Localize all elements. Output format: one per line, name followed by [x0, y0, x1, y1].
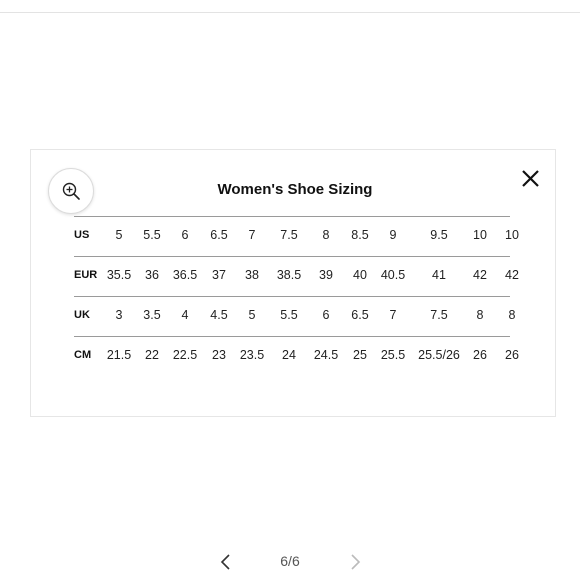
size-row-eur — [74, 256, 519, 296]
size-cell: 7 — [248, 228, 256, 242]
size-cell: 10 — [473, 228, 487, 242]
size-cell: 7.5 — [430, 308, 448, 322]
row-divider — [74, 336, 510, 337]
row-divider — [74, 296, 510, 297]
size-row-label: US — [74, 229, 90, 241]
size-cell: 9.5 — [430, 228, 448, 242]
size-cell: 5 — [248, 308, 256, 322]
chevron-left-icon — [217, 552, 235, 572]
page-counter: 6/6 — [280, 553, 300, 569]
size-cell: 10 — [505, 228, 519, 242]
previous-image-button[interactable] — [217, 552, 235, 572]
size-cell: 36.5 — [172, 268, 198, 282]
top-divider — [0, 12, 580, 13]
row-divider — [74, 256, 510, 257]
size-cell: 25.5/26 — [418, 348, 460, 362]
size-cell: 7.5 — [280, 228, 298, 242]
size-cell: 8.5 — [351, 228, 369, 242]
size-chart-table — [74, 216, 519, 376]
size-cell: 4.5 — [210, 308, 228, 322]
size-row-label: CM — [74, 349, 92, 361]
size-cell: 4 — [181, 308, 189, 322]
size-row-cm — [74, 336, 519, 376]
size-cell: 42 — [473, 268, 487, 282]
zoom-in-icon — [61, 181, 81, 201]
size-cell: 7 — [389, 308, 397, 322]
size-cell: 41 — [432, 268, 446, 282]
size-cell: 6.5 — [210, 228, 228, 242]
size-cell: 24 — [282, 348, 296, 362]
size-cell: 40.5 — [380, 268, 406, 282]
size-row-label: UK — [74, 309, 90, 321]
size-cell: 26 — [473, 348, 487, 362]
close-button[interactable] — [516, 164, 546, 194]
size-cell: 8 — [476, 308, 484, 322]
size-row-label: EUR — [74, 269, 98, 281]
size-cell: 25.5 — [380, 348, 406, 362]
size-cell: 6.5 — [351, 308, 369, 322]
size-cell: 5.5 — [280, 308, 298, 322]
size-cell: 42 — [505, 268, 519, 282]
size-cell: 21.5 — [106, 348, 132, 362]
size-cell: 22 — [145, 348, 159, 362]
size-cell: 23.5 — [239, 348, 265, 362]
size-cell: 8 — [322, 228, 330, 242]
size-row-uk — [74, 296, 516, 336]
size-cell: 6 — [181, 228, 189, 242]
size-cell: 6 — [322, 308, 330, 322]
zoom-button[interactable] — [48, 168, 94, 214]
size-cell: 37 — [212, 268, 226, 282]
size-cell: 8 — [508, 308, 516, 322]
size-cell: 36 — [145, 268, 159, 282]
size-cell: 26 — [505, 348, 519, 362]
size-cell: 24.5 — [313, 348, 339, 362]
size-cell: 38.5 — [276, 268, 302, 282]
next-image-button[interactable] — [346, 552, 364, 572]
size-cell: 3.5 — [143, 308, 161, 322]
size-cell: 3 — [115, 308, 123, 322]
size-cell: 22.5 — [172, 348, 198, 362]
size-cell: 25 — [353, 348, 367, 362]
close-icon — [516, 164, 546, 194]
size-row-us — [74, 216, 519, 256]
size-cell: 5.5 — [143, 228, 161, 242]
size-cell: 39 — [319, 268, 333, 282]
size-cell: 23 — [212, 348, 226, 362]
size-chart-title: Women's Shoe Sizing — [217, 181, 373, 198]
chevron-right-icon — [346, 552, 364, 572]
image-pager — [0, 548, 580, 574]
row-divider — [74, 216, 510, 217]
size-cell: 38 — [245, 268, 259, 282]
size-cell: 35.5 — [106, 268, 132, 282]
size-cell: 5 — [115, 228, 123, 242]
size-cell: 9 — [389, 228, 397, 242]
size-cell: 40 — [353, 268, 367, 282]
